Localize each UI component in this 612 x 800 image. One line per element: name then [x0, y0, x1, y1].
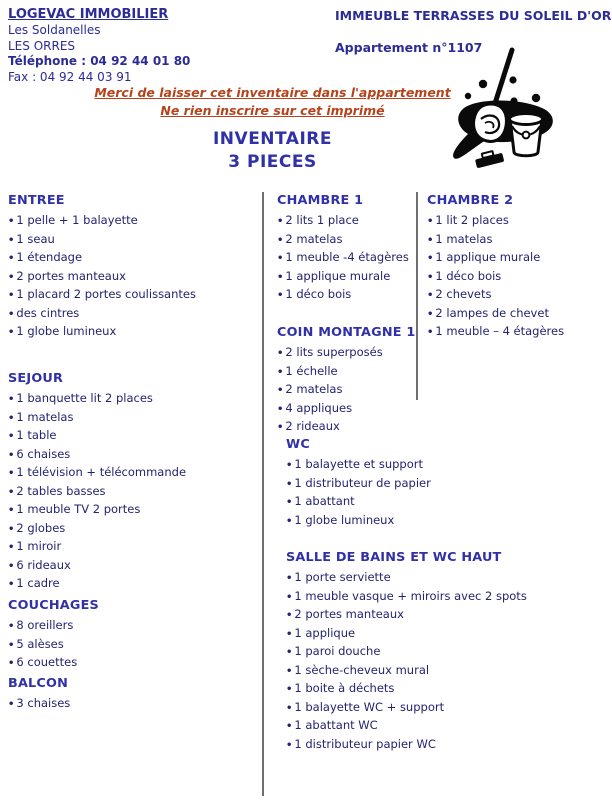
bullet-icon: •	[286, 573, 293, 584]
item-label: 2 portes manteaux	[294, 607, 404, 621]
bullet-icon: •	[8, 327, 15, 338]
inventory-item	[8, 520, 186, 539]
inventory-item	[8, 268, 196, 287]
item-label: 2 globes	[16, 520, 66, 535]
inventory-column-left	[8, 0, 258, 800]
bullet-icon: •	[8, 253, 15, 264]
building-name: IMMEUBLE TERRASSES DU SOLEIL D'OR	[335, 8, 612, 23]
inventory-item	[277, 286, 409, 305]
bullet-icon: •	[277, 290, 284, 301]
inventory-item	[277, 268, 409, 287]
item-label: 2 matelas	[285, 382, 343, 396]
bullet-icon: •	[286, 702, 293, 714]
bullet-icon: •	[286, 739, 293, 751]
inventory-item	[8, 323, 196, 342]
section-title-sejour: SEJOUR	[8, 371, 64, 386]
inventory-item	[8, 231, 196, 250]
agency-address-line2: LES ORRES	[8, 38, 76, 53]
bullet-icon: •	[8, 639, 15, 651]
bullet-icon: •	[277, 216, 284, 227]
inventory-item	[277, 249, 409, 268]
inventory-item	[277, 400, 415, 419]
item-label: 1 distributeur de papier	[294, 475, 431, 490]
item-label: 1 meuble TV 2 portes	[16, 502, 141, 516]
section-couchages	[8, 596, 99, 673]
inventory-item	[427, 286, 564, 305]
item-label: 4 appliques	[285, 400, 353, 415]
inventory-item	[286, 456, 431, 475]
item-label: 1 balayette et support	[294, 457, 423, 471]
inventory-item	[427, 249, 564, 268]
section-balcon	[8, 674, 70, 714]
item-label: 1 abattant	[294, 494, 355, 508]
inventory-item	[427, 212, 564, 231]
bullet-icon: •	[286, 684, 293, 695]
bullet-icon: •	[286, 610, 293, 621]
bullet-icon: •	[8, 486, 15, 498]
bullet-icon: •	[427, 271, 434, 283]
item-label: 6 couettes	[16, 655, 78, 669]
item-label: 1 porte serviette	[294, 570, 391, 584]
item-label: 6 chaises	[16, 446, 71, 461]
inventory-item	[427, 305, 564, 324]
bullet-icon: •	[277, 271, 284, 283]
item-label: 1 étendage	[16, 250, 83, 264]
section-title-entree: ENTREE	[8, 193, 65, 208]
inventory-item	[277, 418, 415, 437]
section-title-couchages: COUCHAGES	[8, 598, 99, 613]
section-title-wc: WC	[286, 437, 310, 452]
title-line-1: INVENTAIRE	[212, 129, 332, 149]
section-title-salle-de-bains: SALLE DE BAINS ET WC HAUT	[286, 550, 502, 565]
bullet-icon: •	[286, 647, 293, 658]
bullet-icon: •	[8, 560, 15, 572]
item-label: 1 miroir	[16, 539, 62, 553]
item-label: 2 rideaux	[285, 419, 340, 433]
inventory-item	[8, 390, 186, 409]
bullet-icon: •	[277, 385, 284, 396]
inventory-item	[8, 409, 186, 428]
bullet-icon: •	[8, 394, 15, 405]
inventory-item	[286, 512, 431, 531]
item-label: 1 pelle + 1 balayette	[16, 213, 138, 227]
section-title-coin-montagne-1: COIN MONTAGNE 1	[277, 325, 416, 340]
item-label: des cintres	[16, 305, 80, 320]
bullet-icon: •	[8, 658, 15, 669]
item-label: 1 seau	[16, 231, 55, 246]
bullet-icon: •	[8, 234, 15, 246]
item-label: 1 distributeur papier WC	[294, 736, 436, 751]
section-coin-montagne-1	[277, 323, 415, 437]
item-label: 2 portes manteaux	[16, 268, 126, 283]
item-label: 2 matelas	[285, 231, 343, 246]
inventory-item	[277, 381, 415, 400]
bullet-icon: •	[277, 422, 284, 433]
bullet-icon: •	[286, 460, 293, 471]
section-title-chambre-1: CHAMBRE 1	[277, 193, 364, 208]
notice-line-2: Ne rien inscrire sur cet imprimé	[160, 102, 385, 118]
item-label: 1 globe lumineux	[294, 512, 395, 527]
bullet-icon: •	[8, 216, 15, 227]
agency-phone: Téléphone : 04 92 44 01 80	[8, 54, 191, 68]
item-label: 2 lits superposés	[285, 345, 383, 359]
inventory-column-right	[427, 0, 609, 800]
item-label: 2 lampes de chevet	[435, 305, 549, 320]
column-divider-left	[262, 192, 264, 796]
item-label: 6 rideaux	[16, 557, 71, 572]
bullet-icon: •	[427, 253, 434, 264]
bullet-icon: •	[8, 505, 15, 516]
agency-name: LOGEVAC IMMOBILIER	[8, 7, 169, 22]
inventory-item	[427, 268, 564, 287]
item-label: 1 lit 2 places	[435, 213, 509, 227]
item-label: 1 meuble – 4 étagères	[435, 324, 565, 338]
bullet-icon: •	[286, 665, 293, 677]
title-line-2: 3 PIECES	[228, 152, 317, 172]
inventory-item	[8, 305, 196, 324]
bullet-icon: •	[286, 721, 293, 732]
item-label: 1 placard 2 portes coulissantes	[16, 287, 196, 301]
item-label: 1 applique murale	[435, 250, 541, 264]
item-label: 1 matelas	[435, 231, 493, 246]
bullet-icon: •	[8, 271, 15, 283]
item-label: 2 tables basses	[16, 483, 106, 498]
bullet-icon: •	[277, 403, 284, 415]
bullet-icon: •	[427, 290, 434, 301]
item-label: 1 sèche-cheveux mural	[294, 662, 430, 677]
inventory-item	[8, 483, 186, 502]
section-title-chambre-2: CHAMBRE 2	[427, 193, 514, 208]
item-label: 1 abattant WC	[294, 718, 378, 732]
item-label: 1 cadre	[16, 576, 60, 590]
bullet-icon: •	[277, 366, 284, 378]
section-wc	[286, 435, 431, 530]
bullet-icon: •	[8, 699, 15, 710]
inventory-item	[277, 344, 415, 363]
item-label: 1 meuble vasque + miroirs avec 2 spots	[294, 588, 527, 603]
bullet-icon: •	[8, 542, 15, 553]
bullet-icon: •	[8, 290, 15, 301]
bullet-icon: •	[8, 412, 15, 424]
bullet-icon: •	[277, 234, 284, 246]
bullet-icon: •	[286, 591, 293, 603]
item-label: 1 table	[16, 428, 57, 442]
inventory-item	[8, 249, 196, 268]
section-chambre-1	[277, 191, 409, 305]
bullet-icon: •	[8, 468, 15, 479]
bullet-icon: •	[8, 431, 15, 442]
section-title-balcon: BALCON	[8, 676, 68, 691]
item-label: 3 chaises	[16, 696, 71, 710]
bullet-icon: •	[427, 308, 434, 320]
inventory-item	[286, 493, 431, 512]
inventory-item	[8, 695, 70, 714]
item-label: 1 télévision + télécommande	[16, 465, 187, 479]
agency-fax: Fax : 04 92 44 03 91	[8, 69, 132, 84]
item-label: 1 déco bois	[285, 287, 352, 301]
item-label: 1 échelle	[285, 363, 338, 378]
item-label: 1 meuble -4 étagères	[285, 250, 409, 264]
bullet-icon: •	[286, 628, 293, 640]
item-label: 2 lits 1 place	[285, 213, 359, 227]
bullet-icon: •	[427, 327, 434, 338]
bullet-icon: •	[277, 348, 284, 359]
inventory-item	[8, 557, 186, 576]
bullet-icon: •	[8, 523, 15, 535]
bullet-icon: •	[427, 234, 434, 246]
bullet-icon: •	[427, 216, 434, 227]
item-label: 2 chevets	[435, 287, 492, 301]
inventory-item	[8, 636, 99, 655]
item-label: 5 alèses	[16, 636, 64, 651]
inventory-item	[8, 617, 99, 636]
agency-address-line1: Les Soldanelles	[8, 23, 101, 37]
bullet-icon: •	[286, 515, 293, 527]
section-chambre-2	[427, 191, 564, 342]
item-label: 1 balayette WC + support	[294, 699, 445, 714]
inventory-item	[8, 427, 186, 446]
item-label: 1 matelas	[16, 409, 74, 424]
item-label: 1 paroi douche	[294, 644, 381, 658]
item-label: 1 applique murale	[285, 268, 391, 283]
item-label: 1 déco bois	[435, 268, 502, 283]
inventory-item	[8, 446, 186, 465]
bullet-icon: •	[286, 478, 293, 490]
inventory-item	[8, 575, 186, 594]
inventory-item	[286, 475, 431, 494]
item-label: 1 globe lumineux	[16, 324, 117, 338]
inventory-item	[8, 286, 196, 305]
bullet-icon: •	[8, 579, 15, 590]
apartment-number: Appartement n°1107	[335, 40, 483, 55]
bullet-icon: •	[286, 497, 293, 508]
item-label: 1 applique	[294, 625, 356, 640]
bullet-icon: •	[8, 621, 15, 632]
inventory-item	[277, 363, 415, 382]
section-sejour	[8, 369, 186, 594]
notice-line-1: Merci de laisser cet inventaire dans l'appartement	[94, 85, 451, 100]
inventory-item	[427, 323, 564, 342]
item-label: 8 oreillers	[16, 618, 74, 632]
inventory-item	[8, 538, 186, 557]
inventory-item	[8, 212, 196, 231]
inventory-item	[277, 231, 409, 250]
inventory-item	[8, 654, 99, 673]
bullet-icon: •	[277, 253, 284, 264]
inventory-item	[8, 501, 186, 520]
bullet-icon: •	[8, 308, 15, 320]
section-entree	[8, 191, 196, 342]
inventory-item	[8, 464, 186, 483]
column-divider-right	[416, 192, 418, 400]
item-label: 1 boite à déchets	[294, 681, 395, 695]
inventory-item	[427, 231, 564, 250]
inventory-item	[277, 212, 409, 231]
bullet-icon: •	[8, 449, 15, 461]
item-label: 1 banquette lit 2 places	[16, 391, 153, 405]
